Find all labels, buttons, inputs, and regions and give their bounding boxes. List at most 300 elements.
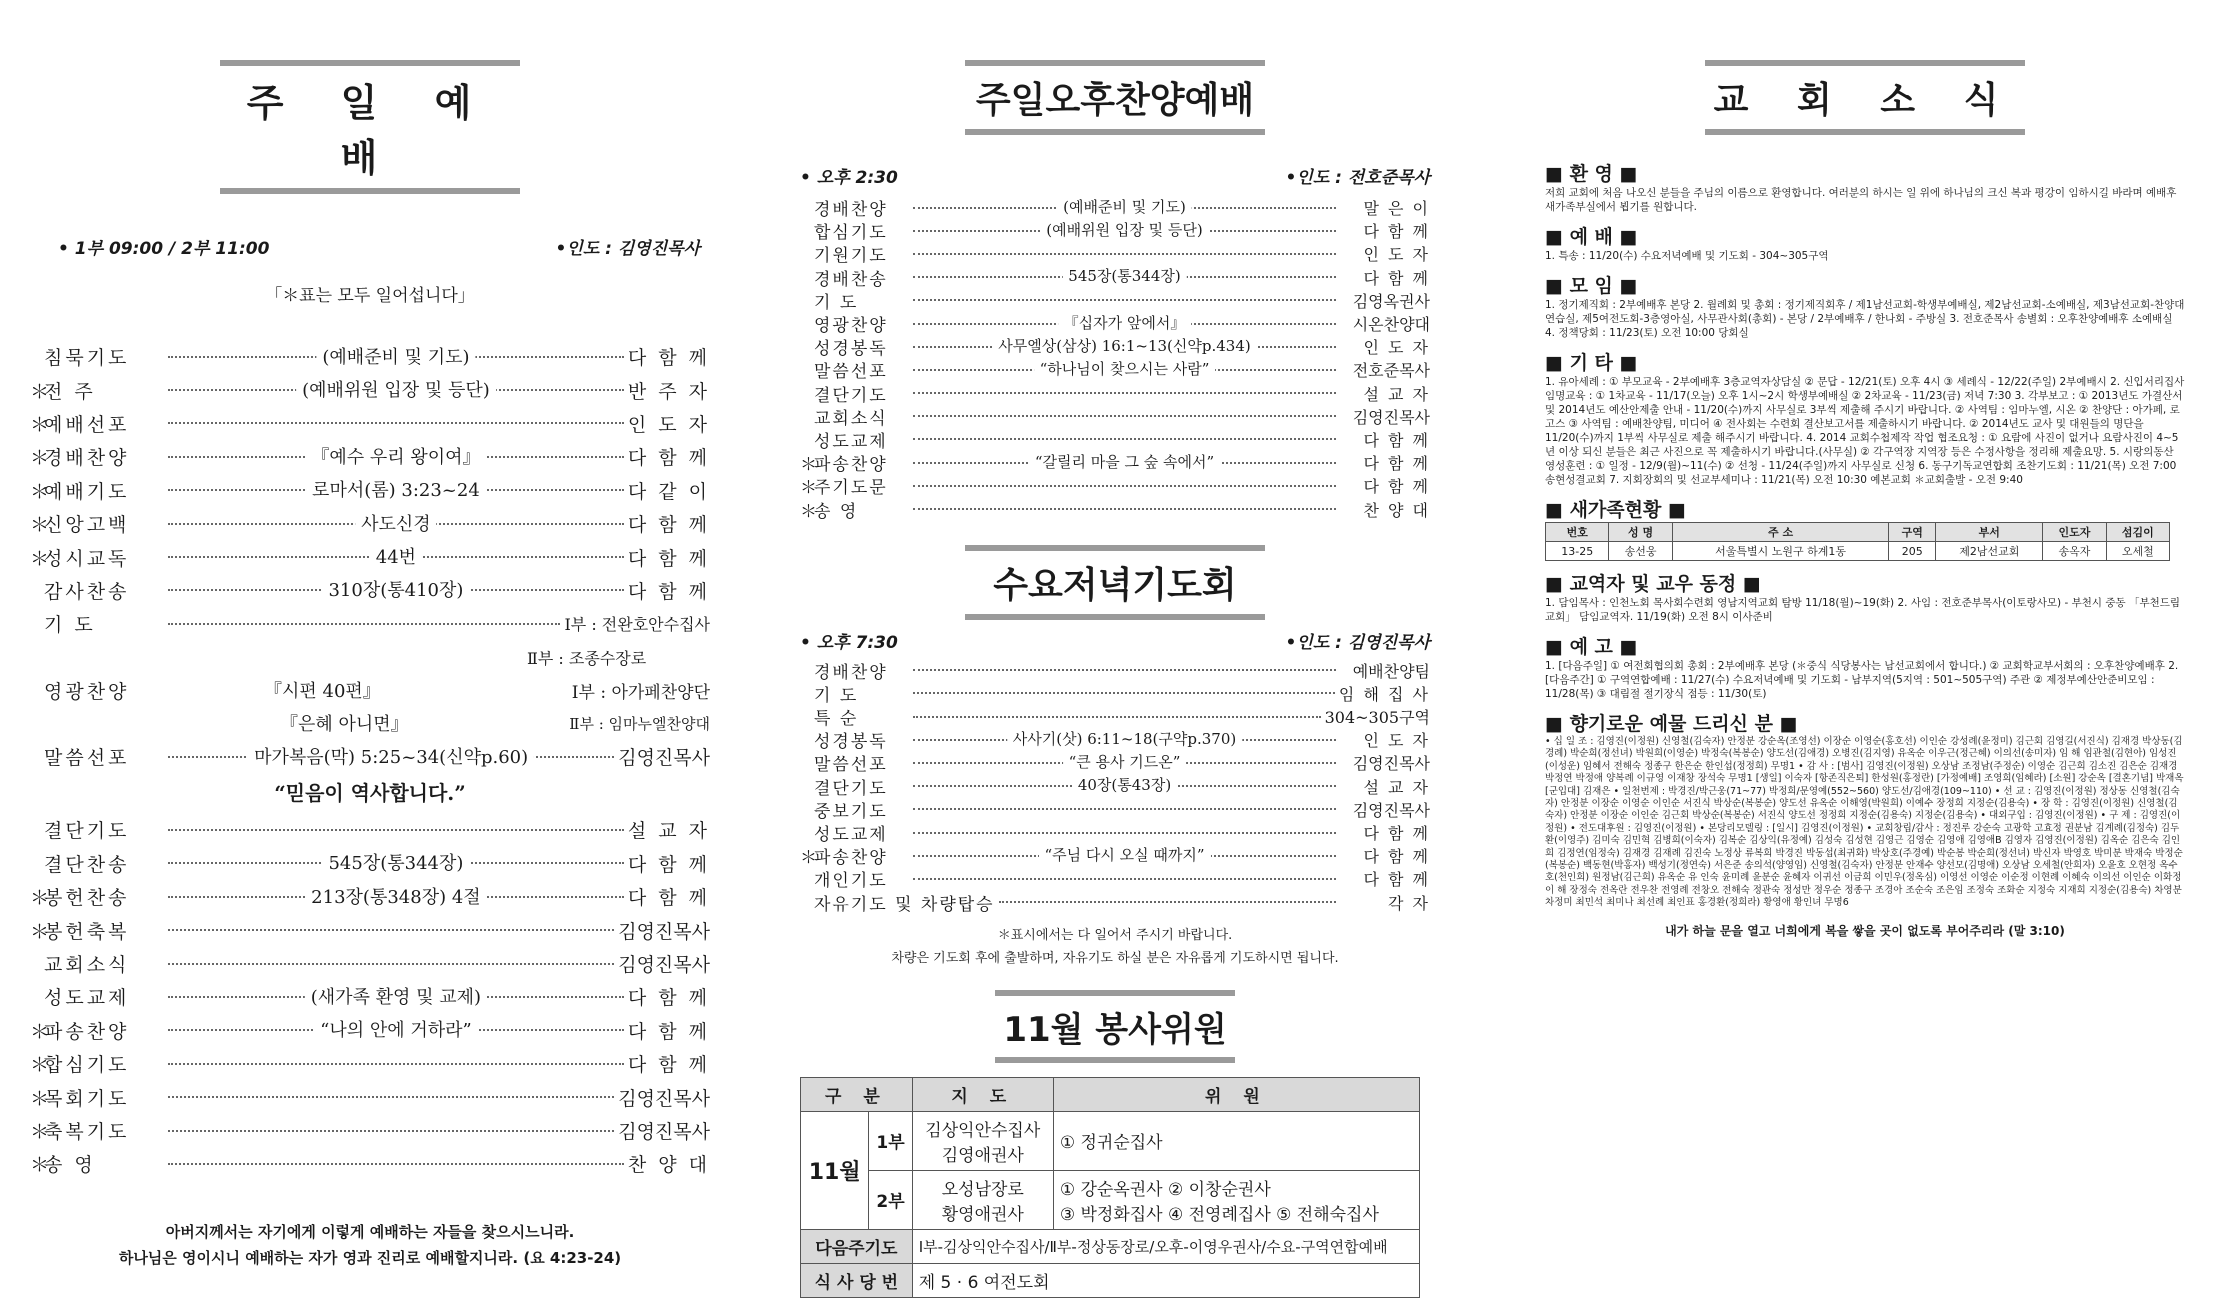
order-row (800, 821, 1430, 844)
family-c-4: 제2남선교회 (1936, 542, 2043, 561)
closing-verse-2: 하나님은 영이시니 예배하는 자가 영과 진리로 예배할지니라. (요 4:23-24) (118, 1248, 622, 1267)
stand-mark: ＊ (30, 514, 50, 537)
dot-leader (168, 422, 624, 424)
volunteer-members-1: ① 정귀순집사 (1053, 1111, 1419, 1170)
dot-leader (168, 480, 624, 502)
order-label: 목회기도 (44, 1087, 130, 1110)
order-row (800, 844, 1430, 867)
dot-leader (913, 313, 1336, 332)
order-row (30, 507, 710, 540)
worship-order-list-2 (30, 813, 710, 1180)
order-row (30, 407, 710, 440)
order-label: 자유기도 및 차량탑승 (814, 894, 995, 915)
order-label: 전 주 (44, 380, 96, 403)
sunday-worship-meta (30, 234, 710, 259)
stand-mark: ＊ (30, 920, 50, 943)
order-row (800, 428, 1430, 451)
worship-order-list (30, 340, 710, 641)
new-family-table (1545, 522, 2170, 561)
stand-mark: ＊ (30, 1154, 50, 1177)
order-row (30, 1047, 710, 1080)
order-label: 예배선포 (44, 413, 130, 436)
family-heading: ■ 새가족현황 ■ (1545, 499, 1686, 521)
order-row (800, 867, 1430, 890)
order-row (30, 1114, 710, 1147)
family-h-2: 주 소 (1672, 523, 1889, 542)
order-row (800, 751, 1430, 774)
dot-leader (913, 808, 1336, 810)
family-h-6: 섬김이 (2106, 523, 2169, 542)
order-label: 영광찬양 (814, 316, 888, 337)
order-detail: 213장(통348장) 4절 (305, 883, 486, 909)
dot-leader (913, 729, 1336, 748)
order-person: 말 은 이 (1363, 199, 1430, 219)
order-row (30, 1147, 710, 1180)
prayer-part2 (30, 641, 710, 674)
staff-heading: ■ 교역자 및 교우 동정 ■ (1545, 573, 1761, 595)
volunteers-row-meal (801, 1263, 1420, 1297)
order-person: 다 함 께 (627, 853, 710, 876)
order-row (30, 373, 710, 406)
sermon-title: “믿음이 역사합니다.” (274, 781, 466, 806)
order-person: 인 도 자 (1363, 338, 1430, 358)
order-detail: 『예수 우리 왕이여』 (305, 443, 486, 469)
order-person: 다 함 께 (1363, 477, 1430, 497)
stand-mark: ＊ (30, 1121, 50, 1143)
prayer-part2-text: Ⅱ부 : 조종수장로 (527, 648, 647, 668)
order-label: 교회소식 (814, 408, 888, 429)
order-label: 파송찬양 (814, 848, 888, 869)
order-detail: “큰 용사 기드온” (1063, 751, 1187, 772)
order-detail: 로마서(롬) 3:23~24 (306, 476, 486, 502)
order-person: 김영진목사 (618, 1087, 710, 1110)
wednesday-title: 수요저녁기도회 (965, 545, 1265, 620)
order-row (30, 340, 710, 373)
order-detail: “갈릴리 마을 그 숲 속에서” (1029, 451, 1220, 472)
news-title: 교 회 소 식 (1705, 60, 2025, 135)
order-person: 다 함 께 (627, 514, 710, 537)
order-detail: “하나님이 찾으시는 사람” (1034, 358, 1216, 379)
family-h-0: 번호 (1546, 523, 1609, 542)
wednesday-time: • 오후 7:30 (800, 632, 898, 653)
dot-leader (913, 752, 1336, 771)
order-person: 다 함 께 (627, 580, 710, 603)
order-label: 성경봉독 (814, 732, 888, 753)
order-label: 성경봉독 (814, 339, 888, 360)
order-person: 설 교 자 (1363, 384, 1430, 404)
order-row (30, 440, 710, 473)
order-label: 경배찬양 (814, 662, 888, 683)
order-label: 주기도문 (814, 478, 888, 499)
worship-row-sermon (30, 740, 710, 773)
stand-mark: ＊ (800, 478, 817, 499)
worship-heading: ■ 예 배 ■ (1545, 226, 1638, 248)
order-label: 축복기도 (44, 1121, 130, 1143)
family-h-1: 성 명 (1609, 523, 1672, 542)
order-detail: (새가족 환영 및 교제) (305, 983, 487, 1009)
order-person: 김영진목사 (618, 954, 710, 977)
stand-mark: ＊ (30, 380, 50, 403)
next-prayer-label: 다음주기도 (801, 1229, 913, 1263)
dot-leader (913, 392, 1336, 394)
volunteer-month: 11월 (801, 1111, 869, 1229)
order-person: 다 함 께 (627, 447, 710, 470)
order-person: 다 함 께 (627, 887, 710, 910)
dot-leader (913, 220, 1336, 239)
dot-leader (168, 1020, 624, 1042)
order-label: 경배찬양 (814, 200, 888, 221)
offering-text: • 십 일 조 : 김영진(이정원) 신영철(김숙자) 안정분 강순옥(조영선) 이장순 이영순(홍호선) 이인순 강성례(윤정미) 김근회 김영길(서진식) 김재경 박상동(김경례) 박순희(정선녀) 박원희(이영순) 박정숙(복봉순) 양도선(김애경) 오병진(김지영) 유옥순 이우근(정근혜) 이의선(송미자) 임 해 임관철(김현아) 임성진(이성운) 임혜서 전해숙 정종구 한은순 한인섭(정정희) 무명1 • 감 사 : [범사] 김영진(이정원) 오상남 조정남(주정순) 이영순 김근희 김소진 김은순 김재경 박정연 박정애 양복례 이규영 이재창 장석숙 무명1 [생일] 이숙자 [항존직은퇴] 한성원(홍정란) [가정예배] 조영희(임혜라) [소원] 강순옥 [결혼기념] 박재옥 [군입대] 김재은 • 일천번제 : 박경진/박근웅(71~77) 박정희/문영예(552~560) 양도선/김애경(109~110) • 선 교 : 김영진(이정원) 정상동 신영철(김숙자) 안정분 이장순 이영순 이인순 서진식 박상순(복봉순) 양도선 유옥순 이해영(박원희) 이예수 장정희 지정순(김용숙) • 장 학 : 김영진(이정원) 신영철(김숙자) 안정분 이장순 이인순 김근회 박상순(복봉순) 서진식 양도선 정정희 지정순(김용숙) 지정순(김용숙) • 대외구입 : 김영진(이정원) • 구 제 : 김영진(이정원) • 전도대후원 : 김영진(이정원) • 본당리모델링 : [일시] 김영진(이정원) • 교회창립/감사 : 정진루 강순숙 고광학 고효정 권분남 김계례(김정숙) 김두환(이영주) 김미숙 김민혁 김병희(이숙자) 김복순 김상익(유정예) 김성숙 김성현 김영근 김영순 김영애 김영애B 김영자 김영진(이정원) 김옥순 김은숙 김인희 김정연(임정숙) 김재경 김재례 김진숙 노정상 류복희 박경진 박동섭(최귀화) 박상호(주경예) 박순봉 박순희(정선녀) 박신자 박영호 박미분 박재숙 박정순(복봉순) 백동현(박홍자) 백성기(정연숙) 서은준 송의석(양영임) 신영철(김숙자) 안정분 안재수 양선모(김명애) 오상남 오세철(안희자) 오윤호 오현정 옥수호(천인희) 원정남(김근희) 유옥순 유 인숙 윤미례 윤분순 윤혜자 이귀선 이금희 이민우(정옥심) 이영선 이영순 이순정 이현례 이혜숙 이의선 이인순 이화정 이 해 장정숙 전옥란 전우찬 전영례 전창오 전해숙 정관숙 정성만 정우순 정종구 조경아 조순숙 조은임 조정숙 조화순 지정숙 지재희 지정순(김용숙) 차영분 차정미 최민석 최미나 최선례 최인표 홍경환(정희라) 황영애 황인녀 무명6 (1545, 736, 2184, 909)
order-label: 성도교제 (44, 987, 130, 1010)
stand-mark: ＊ (800, 848, 817, 869)
order-row (800, 266, 1430, 289)
order-row (800, 705, 1430, 728)
order-person: 다 함 께 (1363, 222, 1430, 242)
order-person: 설 교 자 (627, 820, 710, 843)
order-row (800, 659, 1430, 682)
order-label: 기원기도 (814, 246, 888, 267)
order-person: 전호준목사 (1352, 361, 1430, 381)
afternoon-title: 주일오후찬양예배 (965, 60, 1265, 135)
family-h-3: 구역 (1889, 523, 1936, 542)
praise2-line (30, 707, 710, 740)
order-row (800, 335, 1430, 358)
order-row (30, 1014, 710, 1047)
dot-leader (913, 878, 1336, 880)
order-label: 봉헌찬송 (44, 887, 130, 910)
dot-leader (913, 776, 1336, 795)
wednesday-meta (800, 628, 1430, 653)
worship-row-praise (30, 674, 710, 707)
order-person: 다 함 께 (627, 547, 710, 570)
order-row (800, 242, 1430, 265)
order-detail: “주님 다시 오실 때까지” (1038, 844, 1210, 865)
order-detail: 545장(통344장) (322, 849, 469, 875)
dot-leader (168, 346, 624, 368)
sunday-worship-title: 주 일 예 배 (220, 60, 520, 194)
dot-leader (168, 963, 614, 965)
order-person: 다 함 께 (1363, 430, 1430, 450)
order-person: 다 함 께 (1363, 824, 1430, 844)
order-row (800, 497, 1430, 520)
etc-text: 1. 유아세례 : ① 부모교육 - 2부예배후 3층교역자상담실 ② 문답 - 12/21(토) 오후 4시 ③ 세례식 - 12/22(주일) 2부예배시 2. 신입서리집사 임명교육 : ① 1차교육 - 11/17(오늘) 오후 1시~2시 학생부예배실 ② 2차교육 - 11/23(금) 저녁 7:30 3. 각부보고 : ① 2013년도 가결산서 및 2014년도 예산안제출 안내 - 11/20(수)까지 사무실로 3부씩 제출해 주시기 바랍니다. ② 사역팀 : 임마누엘, 시온 ② 찬양단 : 아가페, 로고스 ③ 사역팀 : 예배찬양팀, 미디어 ④ 전사회는 수련회 결산보고서를 제출하시기 바랍니다. ② 2014년도 교사 및 대원들의 명단을 11/20(수)까지 1부씩 사무실로 제출 해주시기 바랍니다. 4. 2014 교회수첩제작 작업 협조요청 : ① 요람에 사진이 없거나 요람사진이 4~5년 이상 되신 분들은 최근 사진으로 꼭 제출하시기 바랍니다.(사무실) ② 각구역장 지역장 등은 수정사항을 정리해 제출요망. 5. 시랑의동산 영성훈련 : ① 일정 - 12/9(월)~11(수) ② 선청 - 11/24(주일)까지 사무실로 신청 6. 동구기독교연합회 조찬기도회 : 11/21(목) 오전 7:00 송현성결교회 7. 지회장회의 및 선교부세미나 : 11/21(목) 오전 10:30 예본교회 ＊교회출발 - 오전 9:40 (1545, 376, 2185, 486)
dot-leader (168, 547, 624, 569)
order-label: 말씀선포 (814, 755, 888, 776)
meal-value: 제 5 · 6 여전도회 (912, 1263, 1419, 1297)
order-label: 송 영 (814, 501, 859, 522)
order-person: 김영진목사 (1352, 800, 1430, 820)
meeting-text: 1. 정기제직회 : 2부예배후 본당 2. 월례회 및 총회 : 정기제직회후 / 제1남선교회-학생부예배실, 제2남선교회-소예배실, 제3남선교회-찬양대연습실, 제5여전도회-3층영아실, 사무관사회(총회) - 본당 / 2부예배후 / 한나회 - 주방실 3. 전호준목사 송별회 : 오후찬양예배후 소예배실 4. 정책당회 : 11/23(토) 오전 10:00 당회실 (1545, 299, 2185, 339)
dot-leader (913, 669, 1336, 671)
order-person: 인 도 자 (1363, 245, 1430, 265)
order-person: 다 함 께 (627, 347, 710, 370)
order-row (800, 728, 1430, 751)
header-guide: 지 도 (912, 1077, 1053, 1111)
order-row (800, 474, 1430, 497)
order-person: 임 해 집 사 (1338, 684, 1430, 704)
order-label: 침묵기도 (44, 347, 130, 370)
stand-note: 「＊표는 모두 일어섭니다」 (265, 286, 475, 306)
order-person: 다 함 께 (1363, 268, 1430, 288)
stand-mark: ＊ (30, 413, 50, 436)
order-person: 다 함 께 (627, 1054, 710, 1077)
order-label: 결단기도 (814, 778, 888, 799)
volunteer-part-1: 1부 (869, 1111, 912, 1170)
family-c-1: 송선웅 (1609, 542, 1672, 561)
header-division: 구 분 (801, 1077, 913, 1111)
stand-mark: ＊ (30, 547, 50, 570)
stand-mark: ＊ (30, 1020, 50, 1043)
order-detail: (예배준비 및 기도) (316, 343, 475, 369)
order-row (30, 540, 710, 573)
etc-heading: ■ 기 타 ■ (1545, 352, 1638, 374)
order-label: 파송찬양 (814, 455, 888, 476)
dot-leader (913, 485, 1336, 487)
order-person: 김영옥권사 (1352, 291, 1430, 311)
order-person: 다 같 이 (627, 480, 710, 503)
order-row (30, 947, 710, 980)
order-detail: (예배위원 입장 및 등단) (1040, 219, 1208, 240)
order-person: 다 함 께 (627, 987, 710, 1010)
dot-leader (168, 513, 624, 535)
order-label: 파송찬양 (44, 1020, 130, 1043)
family-c-2: 서울특별시 노원구 하계1동 (1672, 542, 1889, 561)
order-person: 김영진목사 (1352, 754, 1430, 774)
wednesday-leader: •인도 : 김영진목사 (1285, 632, 1430, 653)
dot-leader (168, 986, 624, 1008)
order-row (30, 474, 710, 507)
stand-mark: ＊ (800, 501, 817, 522)
next-prayer-value: Ⅰ부-김상익안수집사/Ⅱ부-정상동장로/오후-이영우권사/수요-구역연합예배 (912, 1229, 1419, 1263)
order-row (30, 980, 710, 1013)
order-row (30, 813, 710, 846)
news-closing-verse: 내가 하늘 문을 열고 너희에게 복을 쌓을 곳이 없도록 부어주리라 (말 3:10) (1665, 923, 2065, 938)
dot-leader (168, 886, 624, 908)
order-detail: 310장(통410장) (322, 576, 469, 602)
dot-leader (168, 623, 560, 625)
order-row (800, 775, 1430, 798)
order-label: 합심기도 (814, 223, 888, 244)
order-detail: 40장(통43장) (1072, 774, 1177, 795)
dot-leader (913, 692, 1335, 694)
stand-mark: ＊ (30, 887, 50, 910)
wednesday-order-list (800, 659, 1430, 914)
order-row (800, 891, 1430, 914)
praise2-song: 『은혜 아니면』 (280, 714, 409, 736)
family-c-6: 오세철 (2106, 542, 2169, 561)
order-person: 각 자 (1388, 893, 1430, 913)
order-row (800, 682, 1430, 705)
order-label: 예배기도 (44, 480, 130, 503)
sermon-scripture: 마가복음(막) 5:25~34(신약p.60) (248, 743, 534, 769)
order-row (800, 219, 1430, 242)
order-row (800, 358, 1430, 381)
order-person: Ⅰ부 : 전완호안수집사 (564, 615, 710, 635)
family-c-5: 송옥자 (2043, 542, 2106, 561)
dot-leader (913, 299, 1336, 301)
family-c-3: 205 (1889, 542, 1936, 561)
worship-text: 1. 특송 : 11/20(수) 수요저녁예배 및 기도회 - 304~305구역 (1545, 250, 1829, 262)
order-label: 중보기도 (814, 801, 888, 822)
stand-mark: ＊ (30, 447, 50, 470)
order-label: 송 영 (44, 1154, 96, 1177)
order-person: 인 도 자 (1363, 731, 1430, 751)
order-detail: 『십자가 앞에서』 (1058, 312, 1192, 333)
order-person: 반 주 자 (627, 380, 710, 403)
order-person: 인 도 자 (627, 413, 710, 436)
order-label: 말씀선포 (814, 362, 888, 383)
wednesday-note-2: 차량은 기도회 후에 출발하며, 자유기도 하실 분은 자유롭게 기도하시면 됩니다. (891, 950, 1339, 966)
welcome-text: 저희 교회에 처음 나오신 분들을 주님의 이름으로 환영합니다. 여러분의 하시는 일 위에 하나님의 크신 복과 평강이 임하시길 바라며 예배후 새가족부실에서 뵙기를 원합니다. (1545, 187, 2177, 213)
welcome-heading: ■ 환 영 ■ (1545, 163, 1638, 185)
order-row (30, 607, 710, 640)
volunteers-table (800, 1077, 1420, 1298)
order-detail: 사무엘상(삼상) 16:1~13(신약p.434) (992, 335, 1256, 356)
family-h-4: 부서 (1936, 523, 2043, 542)
praise-label: 영광찬양 (44, 680, 130, 703)
order-person: 찬 양 대 (1363, 500, 1430, 520)
order-person: 304~305구역 (1324, 708, 1430, 728)
order-label: 기 도 (814, 292, 859, 313)
dot-leader (913, 336, 1336, 355)
family-header-row (1546, 523, 2170, 542)
dot-leader (913, 253, 1336, 255)
order-label: 성도교제 (814, 825, 888, 846)
stand-mark: ＊ (30, 1054, 50, 1077)
sermon-preacher: 김영진목사 (618, 747, 710, 770)
notice-text: 1. [다음주일] ① 여전회협의회 총회 : 2부예배후 본당 (＊중식 식당봉사는 남선교회에서 합니다.) ② 교회학교부서회의 : 오후찬양예배후 2. [다음주간] ① 구역연합예배 : 11/27(수) 수요저녁예배 및 기도회 - 남부지역(5지역 : 501~505구역) 주관 ② 제정부예산안준비모임 : 11/28(목) ③ 대림절 절기장식 점등 : 11/30(토) (1545, 660, 2179, 700)
closing-verse-1: 아버지께서는 자기에게 이렇게 예배하는 자들을 찾으시느니라. (165, 1222, 575, 1241)
afternoon-leader: •인도 : 전호준목사 (1285, 168, 1430, 188)
order-person: 설 교 자 (1363, 777, 1430, 797)
dot-leader (913, 845, 1336, 864)
volunteers-row-2 (801, 1170, 1420, 1229)
order-label: 경배찬송 (814, 269, 888, 290)
order-label: 성시교독 (44, 547, 130, 570)
dot-leader (999, 901, 1336, 903)
order-label: 봉헌축복 (44, 920, 130, 943)
family-c-0: 13-25 (1546, 542, 1609, 561)
dot-leader (913, 452, 1336, 471)
order-person: 다 함 께 (1363, 847, 1430, 867)
volunteer-members-2: ① 강순옥권사 ② 이창순권사 ③ 박정화집사 ④ 전영례집사 ⑤ 전해숙집사 (1053, 1170, 1419, 1229)
order-row (30, 847, 710, 880)
afternoon-meta (800, 163, 1430, 188)
order-row (30, 880, 710, 913)
volunteers-row-1 (801, 1111, 1420, 1170)
order-detail: “나의 안에 거하라” (314, 1016, 478, 1042)
praise1-team: Ⅰ부 : 아가페찬양단 (571, 682, 710, 703)
dot-leader (168, 446, 624, 468)
order-detail: 545장(통344장) (1062, 265, 1186, 286)
stand-mark: ＊ (30, 480, 50, 503)
offering-heading: ■ 향기로운 예물 드리신 분 ■ (1545, 713, 1798, 735)
volunteers-row-next (801, 1229, 1420, 1263)
order-label: 경배찬양 (44, 447, 130, 470)
wednesday-note-1: ＊표시에서는 다 일어서 주시기 바랍니다. (997, 927, 1233, 943)
stand-mark: ＊ (800, 455, 817, 476)
order-label: 결단기도 (814, 385, 888, 406)
church-news-column (1545, 60, 2185, 944)
meeting-heading: ■ 모 임 ■ (1545, 275, 1638, 297)
order-row (30, 1080, 710, 1113)
order-label: 합심기도 (44, 1054, 130, 1077)
order-person: 다 함 께 (627, 1020, 710, 1043)
dot-leader (168, 580, 624, 602)
order-person: 다 함 께 (1363, 870, 1430, 890)
dot-leader (913, 415, 1336, 417)
order-person: 예배찬양팀 (1352, 661, 1430, 681)
order-detail: 사사기(삿) 6:11~18(구약p.370) (1007, 728, 1242, 749)
order-row (30, 574, 710, 607)
dot-leader (168, 1096, 614, 1098)
notice-heading: ■ 예 고 ■ (1545, 636, 1638, 658)
order-label: 성도교제 (814, 431, 888, 452)
order-row (800, 798, 1430, 821)
dot-leader (913, 438, 1336, 440)
dot-leader (168, 1130, 614, 1132)
afternoon-time: • 오후 2:30 (800, 168, 898, 188)
family-h-5: 인도자 (2043, 523, 2106, 542)
afternoon-order-list (800, 196, 1430, 521)
order-label: 특 순 (814, 709, 859, 730)
dot-leader (168, 829, 624, 831)
dot-leader (168, 853, 624, 875)
dot-leader (913, 267, 1336, 286)
staff-text: 1. 담임목사 : 인천노회 목사회수련회 영남지역교회 탐방 11/18(월)~19(화) 2. 사임 : 전호준부목사(이토랑사모) - 부천시 중동 「부천드림 교회」 담임교역자. 11/19(화) 오전 8시 이사준비 (1545, 597, 2181, 623)
order-label: 개인기도 (814, 871, 888, 892)
order-row (30, 913, 710, 946)
dot-leader (168, 929, 614, 931)
order-detail: (예배위원 입장 및 등단) (296, 376, 496, 402)
meal-label: 식 사 당 번 (801, 1263, 913, 1297)
sunday-worship-column (30, 60, 710, 1271)
sermon-label: 말씀선포 (44, 747, 130, 770)
volunteers-header-row (801, 1077, 1420, 1111)
praise2-team: Ⅱ부 : 임마누엘찬양대 (569, 714, 710, 733)
order-label: 교회소식 (44, 954, 130, 977)
order-label: 신앙고백 (44, 514, 130, 537)
family-row (1546, 542, 2170, 561)
order-label: 기 도 (44, 614, 96, 637)
dot-leader (913, 508, 1336, 510)
dot-leader (168, 1163, 624, 1165)
order-label: 감사찬송 (44, 580, 130, 603)
dot-leader (168, 1063, 624, 1065)
volunteers-title: 11월 봉사위원 (995, 990, 1235, 1063)
order-row (800, 289, 1430, 312)
order-row (800, 382, 1430, 405)
order-person: 시온찬양대 (1352, 315, 1430, 335)
dot-leader (168, 380, 624, 402)
order-row (800, 405, 1430, 428)
afternoon-column (800, 60, 1430, 1298)
dot-leader (913, 716, 1321, 718)
dot-leader (913, 359, 1336, 378)
volunteer-guide-2: 오성남장로 황영애권사 (912, 1170, 1053, 1229)
order-person: 다 함 께 (1363, 454, 1430, 474)
order-detail: 44번 (370, 543, 422, 569)
order-row (800, 312, 1430, 335)
order-row (800, 196, 1430, 219)
order-label: 기 도 (814, 685, 859, 706)
order-label: 결단찬송 (44, 853, 130, 876)
volunteer-part-2: 2부 (869, 1170, 912, 1229)
dot-leader (913, 197, 1336, 216)
order-label: 결단기도 (44, 820, 130, 843)
praise1-song: 『시편 40편』 (264, 681, 381, 703)
order-person: 김영진목사 (1352, 407, 1430, 427)
